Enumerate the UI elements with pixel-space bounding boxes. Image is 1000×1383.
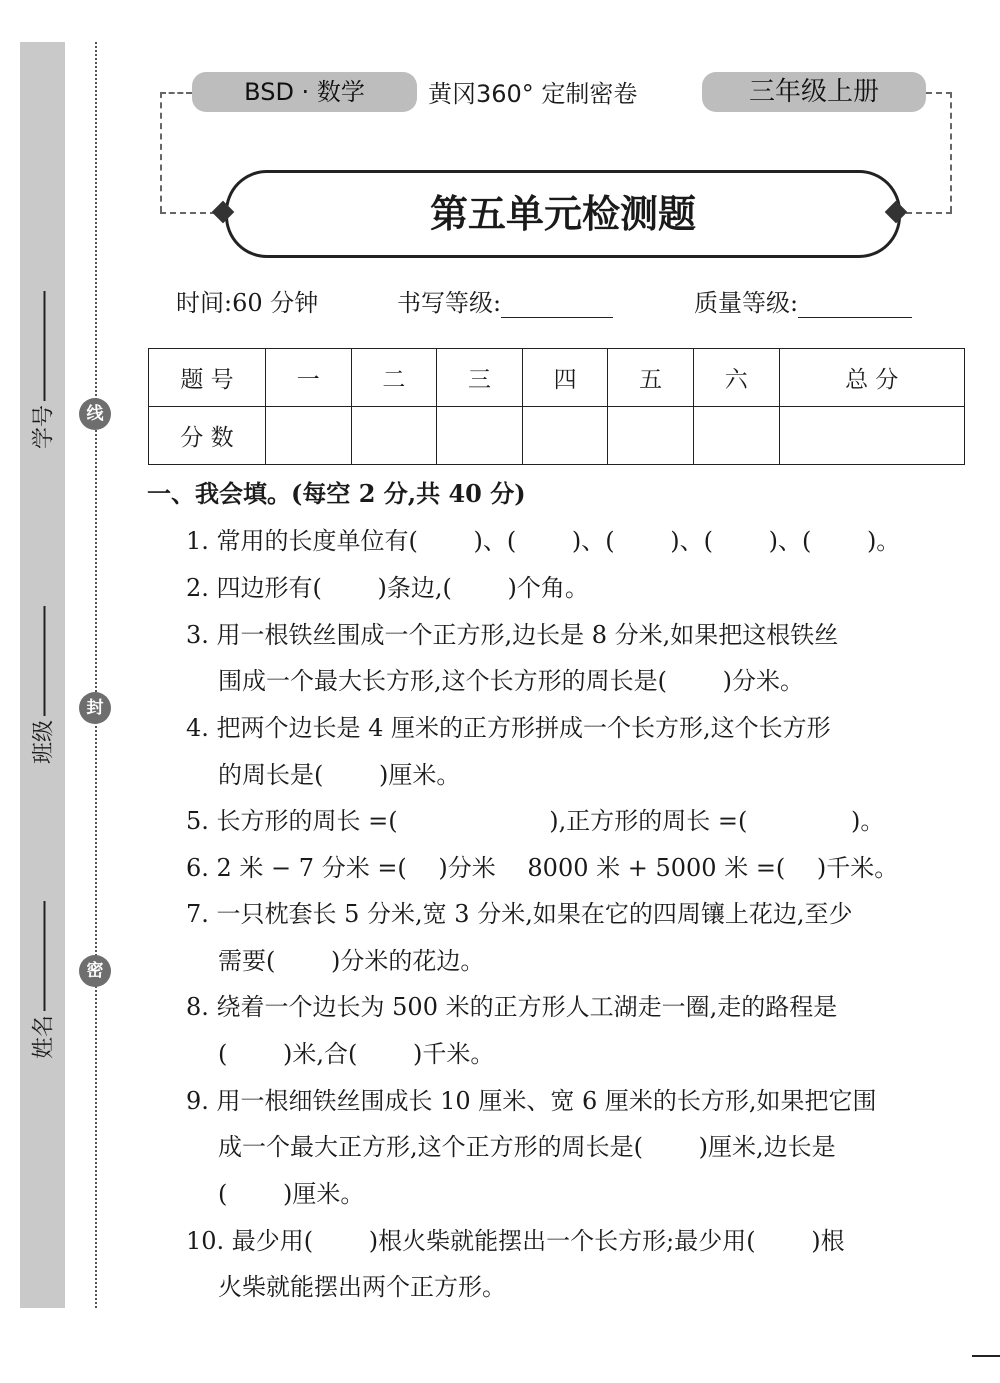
question-7-continued: 需要( )分米的花边。 bbox=[218, 947, 485, 975]
page-edge-mark bbox=[972, 1355, 1000, 1357]
header-cell-4: 四 bbox=[522, 349, 608, 407]
quality-grade-label: 质量等级: bbox=[694, 289, 799, 317]
question-10-continued: 火柴就能摆出两个正方形。 bbox=[218, 1273, 506, 1301]
header-dash-left-vertical bbox=[160, 92, 162, 212]
seal-xian: 线 bbox=[79, 398, 111, 430]
score-cell-1[interactable] bbox=[266, 407, 352, 465]
header-cell-2: 二 bbox=[351, 349, 437, 407]
score-cell-3[interactable] bbox=[437, 407, 523, 465]
question-2: 2. 四边形有( )条边,( )个角。 bbox=[186, 574, 589, 602]
name-label: 姓名 bbox=[31, 1014, 57, 1060]
score-cell-6[interactable] bbox=[693, 407, 779, 465]
score-cell-4[interactable] bbox=[522, 407, 608, 465]
score-table-score-row bbox=[149, 407, 965, 465]
header-cell-label: 题 号 bbox=[149, 349, 266, 407]
score-cell-2[interactable] bbox=[351, 407, 437, 465]
grade-tag: 三年级上册 bbox=[702, 72, 926, 112]
score-row-label: 分 数 bbox=[149, 407, 266, 465]
question-8-continued: ( )米,合( )千米。 bbox=[218, 1040, 495, 1068]
class-blank[interactable] bbox=[44, 606, 46, 716]
class-field[interactable] bbox=[27, 606, 58, 764]
header-cell-total: 总 分 bbox=[779, 349, 964, 407]
header-cell-3: 三 bbox=[437, 349, 523, 407]
section-1-title: 一、我会填。(每空 2 分,共 40 分) bbox=[147, 479, 526, 508]
quality-grade[interactable] bbox=[694, 283, 912, 318]
seal-feng: 封 bbox=[79, 692, 111, 724]
question-1: 1. 常用的长度单位有( )、( )、( )、( )、( )。 bbox=[186, 527, 901, 555]
subject-tag: BSD · 数学 bbox=[192, 72, 417, 112]
quality-grade-blank[interactable] bbox=[798, 317, 912, 318]
score-cell-total[interactable] bbox=[779, 407, 964, 465]
question-3: 3. 用一根铁丝围成一个正方形,边长是 8 分米,如果把这根铁丝 bbox=[186, 621, 839, 649]
writing-grade[interactable] bbox=[397, 283, 613, 318]
question-10: 10. 最少用( )根火柴就能摆出一个长方形;最少用( )根 bbox=[186, 1227, 845, 1255]
question-7: 7. 一只枕套长 5 分米,宽 3 分米,如果在它的四周镶上花边,至少 bbox=[186, 900, 853, 928]
header-cell-1: 一 bbox=[266, 349, 352, 407]
score-table-header-row bbox=[149, 349, 965, 407]
question-4-continued: 的周长是( )厘米。 bbox=[218, 761, 461, 789]
header-cell-5: 五 bbox=[608, 349, 694, 407]
name-blank[interactable] bbox=[44, 901, 46, 1011]
student-id-field[interactable] bbox=[27, 291, 58, 449]
seal-mi: 密 bbox=[79, 955, 111, 987]
student-id-label: 学号 bbox=[31, 404, 57, 450]
header-dash-left-bottom bbox=[160, 212, 216, 214]
score-table bbox=[148, 348, 965, 465]
score-cell-5[interactable] bbox=[608, 407, 694, 465]
name-field[interactable] bbox=[27, 901, 58, 1059]
header-dash-right bbox=[926, 92, 952, 94]
series-title: 黄冈360° 定制密卷 bbox=[428, 80, 638, 108]
question-9: 9. 用一根细铁丝围成长 10 厘米、宽 6 厘米的长方形,如果把它围 bbox=[186, 1087, 877, 1115]
question-5: 5. 长方形的周长 =( ),正方形的周长 =( )。 bbox=[186, 807, 885, 835]
question-4: 4. 把两个边长是 4 厘米的正方形拼成一个长方形,这个长方形 bbox=[186, 714, 831, 742]
header-cell-6: 六 bbox=[693, 349, 779, 407]
question-6: 6. 2 米 − 7 分米 =( )分米 8000 米 + 5000 米 =( )千米。 bbox=[186, 854, 899, 882]
header-dash-right-vertical bbox=[950, 92, 952, 212]
page-title: 第五单元检测题 bbox=[225, 170, 901, 258]
class-label: 班级 bbox=[31, 719, 57, 765]
time-limit: 时间:60 分钟 bbox=[176, 289, 319, 317]
question-3-continued: 围成一个最大长方形,这个长方形的周长是( )分米。 bbox=[218, 667, 804, 695]
question-8: 8. 绕着一个边长为 500 米的正方形人工湖走一圈,走的路程是 bbox=[186, 993, 838, 1021]
question-9-continued: 成一个最大正方形,这个正方形的周长是( )厘米,边长是 bbox=[218, 1133, 836, 1161]
header-dash-left bbox=[160, 92, 192, 94]
header-dash-right-bottom bbox=[906, 212, 952, 214]
student-id-blank[interactable] bbox=[44, 291, 46, 401]
writing-grade-label: 书写等级: bbox=[397, 289, 502, 317]
binding-dotted-line bbox=[95, 42, 97, 1308]
question-9-continued-2: ( )厘米。 bbox=[218, 1180, 365, 1208]
writing-grade-blank[interactable] bbox=[501, 317, 613, 318]
